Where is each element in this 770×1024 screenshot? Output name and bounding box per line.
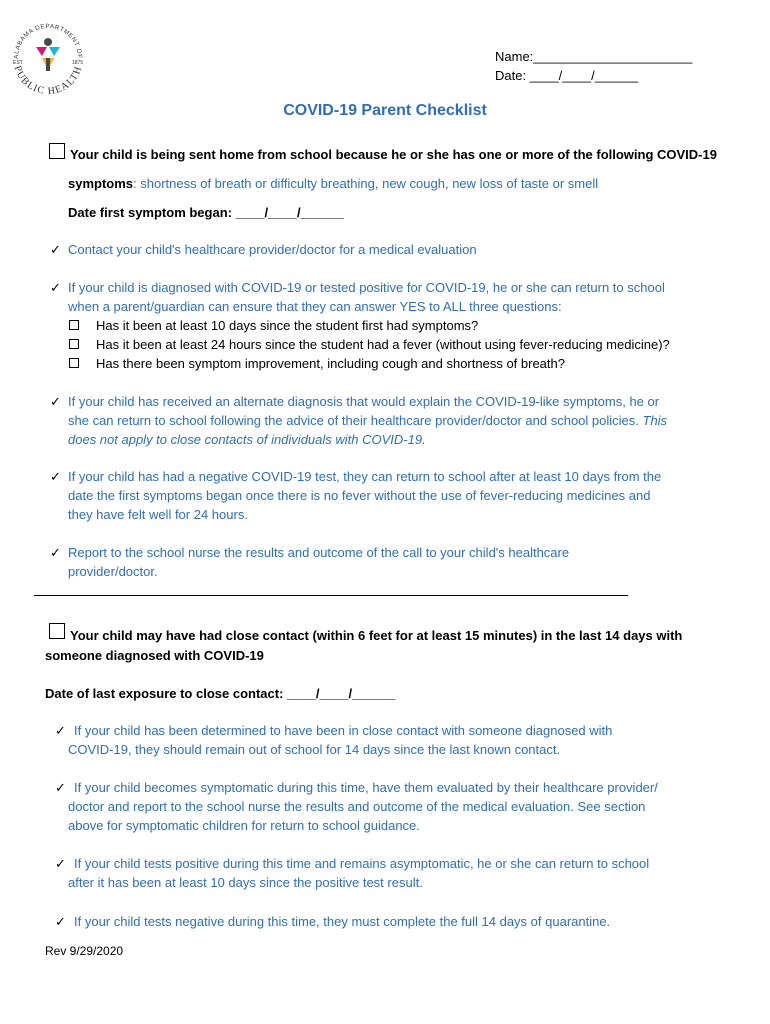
logo-head-shape [44,38,52,46]
s2-item3-line2: after it has been at least 10 days since the positive test result. [68,875,423,890]
s1-item5-line2: provider/doctor. [68,564,158,579]
logo-magenta-shape [36,47,47,56]
check-icon: ✓ [55,914,66,929]
s2-item1-line1: If your child has been determined to have been in close contact with someone diagnosed with [74,723,613,738]
logo-cyan-shape [49,47,60,56]
section1-checkbox[interactable] [49,143,65,159]
logo-est: EST. [13,60,24,66]
section2-heading-line1: Your child may have had close contact (within 6 feet for at least 15 minutes) in the last 14 days with [70,628,683,643]
s1-item3-line2: she can return to school following the advice of their healthcare provider/doctor and school policies. [68,413,639,428]
s2-item2-line1: If your child becomes symptomatic during this time, have them evaluated by their healthcare provider/ [74,780,658,795]
section1-symptoms-list: : shortness of breath or difficulty breathing, new cough, new loss of taste or smell [133,176,599,191]
check-icon: ✓ [55,723,66,738]
check-icon: ✓ [55,856,66,871]
name-field[interactable]: Name:______________________ [495,49,693,64]
section-divider [34,595,628,596]
section1-symptoms-label: symptoms [68,176,134,191]
question2-checkbox[interactable] [69,339,79,349]
logo-arc-bottom: PUBLIC HEALTH [11,64,85,98]
s1-item4-line2: date the first symptoms began once there is no fever without the use of fever-reducing medicines and [68,488,651,503]
date-field[interactable]: Date: ____/____/______ [495,68,639,83]
section1-heading-line1: Your child is being sent home from school because he or she has one or more of the following COVID-19 [70,147,717,162]
question1-text: Has it been at least 10 days since the student first had symptoms? [96,318,479,333]
logo-year: 1875 [72,60,84,66]
s1-item5-line1: Report to the school nurse the results and outcome of the call to your child's healthcare [68,545,570,560]
logo-body-shape [46,58,50,71]
s2-item3-line1: If your child tests positive during this time and remains asymptomatic, he or she can return to school [74,856,650,871]
check-icon: ✓ [50,469,61,484]
date-last-exposure-field[interactable]: Date of last exposure to close contact: ____/____/______ [45,686,396,701]
s1-item2-line1: If your child is diagnosed with COVID-19 or tested positive for COVID-19, he or she can return to school [68,280,665,295]
s2-item2-line3: above for symptomatic children for return to school guidance. [68,818,420,833]
s1-item3-line2-italic: This [638,413,668,428]
question2-text: Has it been at least 24 hours since the student had a fever (without using fever-reducing medicine)? [96,337,670,352]
s2-item2-line2: doctor and report to the school nurse the results and outcome of the medical evaluation. See section [68,799,646,814]
s1-item4-line3: they have felt well for 24 hours. [68,507,248,522]
logo-arc-top: ALABAMA DEPARTMENT OF [12,22,84,59]
s1-item4-line1: If your child has had a negative COVID-19 test, they can return to school after at least 10 days from the [68,469,662,484]
adph-seal-logo [6,14,90,98]
s2-item4-line1: If your child tests negative during this time, they must complete the full 14 days of quarantine. [74,914,611,929]
section2-checkbox[interactable] [49,623,65,639]
check-icon: ✓ [50,280,61,295]
check-icon: ✓ [50,242,61,257]
s1-item1-text: Contact your child's healthcare provider/doctor for a medical evaluation [68,242,477,257]
check-icon: ✓ [55,780,66,795]
check-icon: ✓ [50,545,61,560]
question1-checkbox[interactable] [69,320,79,330]
s1-item3-line1: If your child has received an alternate diagnosis that would explain the COVID-19-like symptoms, he or [68,394,660,409]
date-first-symptom-field[interactable]: Date first symptom began: ____/____/______ [68,205,345,220]
revision-footer: Rev 9/29/2020 [45,944,124,958]
check-icon: ✓ [50,394,61,409]
s1-item2-line2: when a parent/guardian can ensure that they can answer YES to ALL three questions: [68,299,562,314]
page-title: COVID-19 Parent Checklist [283,102,487,119]
s2-item1-line2: COVID-19, they should remain out of school for 14 days since the last known contact. [68,742,561,757]
question3-checkbox[interactable] [69,358,79,368]
section2-heading-line2: someone diagnosed with COVID-19 [45,648,264,663]
s1-item3-line3: does not apply to close contacts of individuals with COVID-19. [68,432,426,447]
question3-text: Has there been symptom improvement, including cough and shortness of breath? [96,356,565,371]
